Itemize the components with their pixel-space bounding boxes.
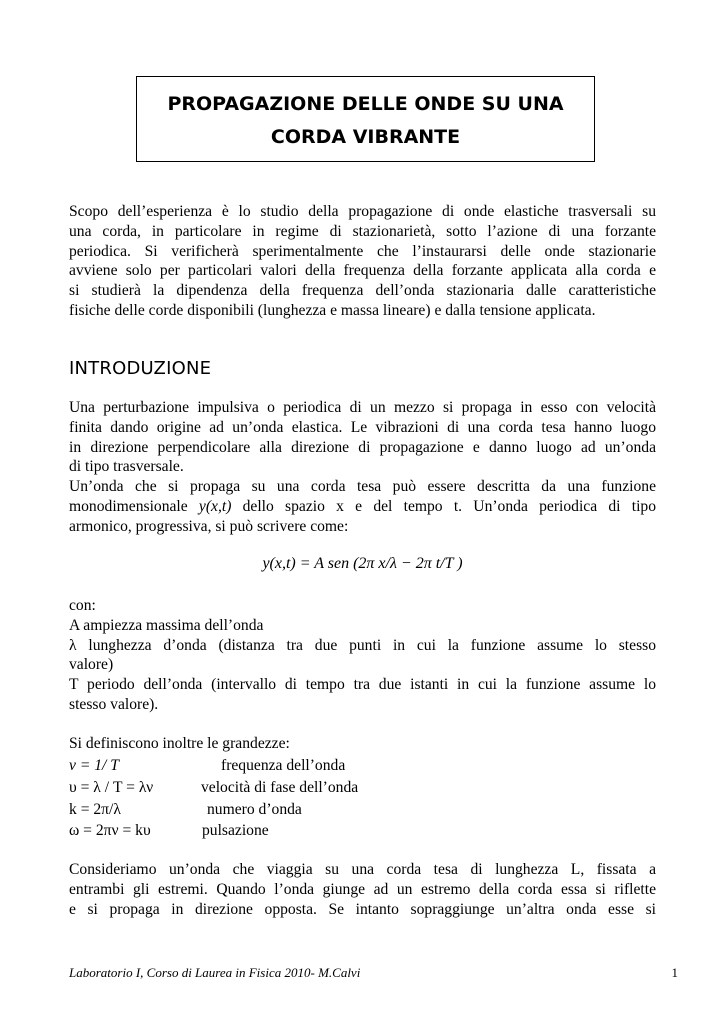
abstract-line: fisiche delle corde disponibili (lunghezza e massa lineare) e dalla tensione applicata. [69, 301, 596, 319]
function-name: y(x,t) [198, 497, 232, 515]
intro-text: dello spazio x e del tempo t. Un’onda periodica di tipo [231, 497, 656, 515]
page-number: 1 [671, 965, 678, 980]
definitions-block [69, 596, 656, 715]
definition-line: stesso valore). [69, 695, 159, 713]
intro-line [69, 497, 656, 517]
abstract-line: Scopo dell’esperienza è lo studio della propagazione di onde elastiche trasversali su [69, 203, 656, 220]
quantity-symbol: υ = λ / T = λν [69, 779, 154, 796]
abstract-line: si studierà la dipendenza della frequenza dell’onda stazionaria dalle caratteristiche [69, 282, 656, 300]
title-line-1: PROPAGAZIONE DELLE ONDE SU UNA [167, 93, 564, 115]
abstract-paragraph [69, 202, 656, 321]
intro-line: finita dando origine ad un’onda elastica. Le vibrazioni di una corda tesa hanno luogo [69, 418, 656, 436]
closing-paragraph [69, 860, 656, 919]
abstract-line: periodica. Si verificherà sperimentalmente che l’instaurarsi delle onde stazionarie [69, 242, 656, 260]
closing-line: e si propaga in direzione opposta. Se intanto sopraggiunge un’altra onda esse si [69, 900, 656, 918]
quantity-description: velocità di fase dell’onda [201, 779, 359, 796]
footer-credit: Laboratorio I, Corso di Laurea in Fisica 2010- M.Calvi [69, 965, 361, 980]
definition-line: A ampiezza massima dell’onda [69, 616, 264, 634]
quantity-row [69, 822, 269, 840]
quantity-symbol: ν = 1/ T [69, 757, 119, 774]
quantity-description: frequenza dell’onda [221, 757, 346, 774]
intro-line: Una perturbazione impulsiva o periodica di un mezzo si propaga in esso con velocità [69, 399, 656, 416]
quantity-description: pulsazione [202, 822, 269, 839]
intro-line: armonico, progressiva, si può scrivere come: [69, 517, 349, 535]
abstract-line: avviene solo per particolari valori della frequenza della forzante applicata alla corda e [69, 262, 656, 280]
title-line-2: CORDA VIBRANTE [270, 126, 461, 148]
intro-text: monodimensionale [69, 497, 199, 515]
intro-line: Un’onda che si propaga su una corda tesa può essere descritta da una funzione [69, 478, 656, 496]
quantity-description: numero d’onda [207, 801, 302, 818]
section-heading: INTRODUZIONE [69, 358, 212, 379]
wave-formula: y(x,t) = A sen (2π x/λ − 2π t/T ) [262, 555, 463, 572]
con-label: con: [69, 597, 96, 614]
closing-line: Consideriamo un’onda che viaggia su una corda tesa di lunghezza L, fissata a [69, 861, 656, 878]
quantity-row [69, 779, 359, 797]
quantity-row [69, 757, 346, 775]
quantities-intro: Si definiscono inoltre le grandezze: [69, 735, 290, 752]
title-box [136, 76, 595, 162]
intro-line: di tipo trasversale. [69, 458, 184, 476]
closing-line: entrambi gli estremi. Quando l’onda giunge ad un estremo della corda essa si riflette [69, 880, 656, 898]
quantity-row [69, 801, 302, 819]
definition-line: valore) [69, 656, 114, 674]
intro-paragraph [69, 398, 656, 537]
intro-line: in direzione perpendicolare alla direzione di propagazione e danno luogo ad un’onda [69, 438, 656, 456]
quantity-symbol: ω = 2πν = kυ [69, 822, 151, 839]
quantity-symbol: k = 2π/λ [69, 801, 121, 818]
definition-line: λ lunghezza d’onda (distanza tra due punti in cui la funzione assume lo stesso [69, 636, 656, 654]
definition-line: T periodo dell’onda (intervallo di tempo tra due istanti in cui la funzione assume lo [69, 676, 656, 694]
abstract-line: una corda, in particolare in regime di stazionarietà, sotto l’azione di una forzante [69, 222, 656, 240]
